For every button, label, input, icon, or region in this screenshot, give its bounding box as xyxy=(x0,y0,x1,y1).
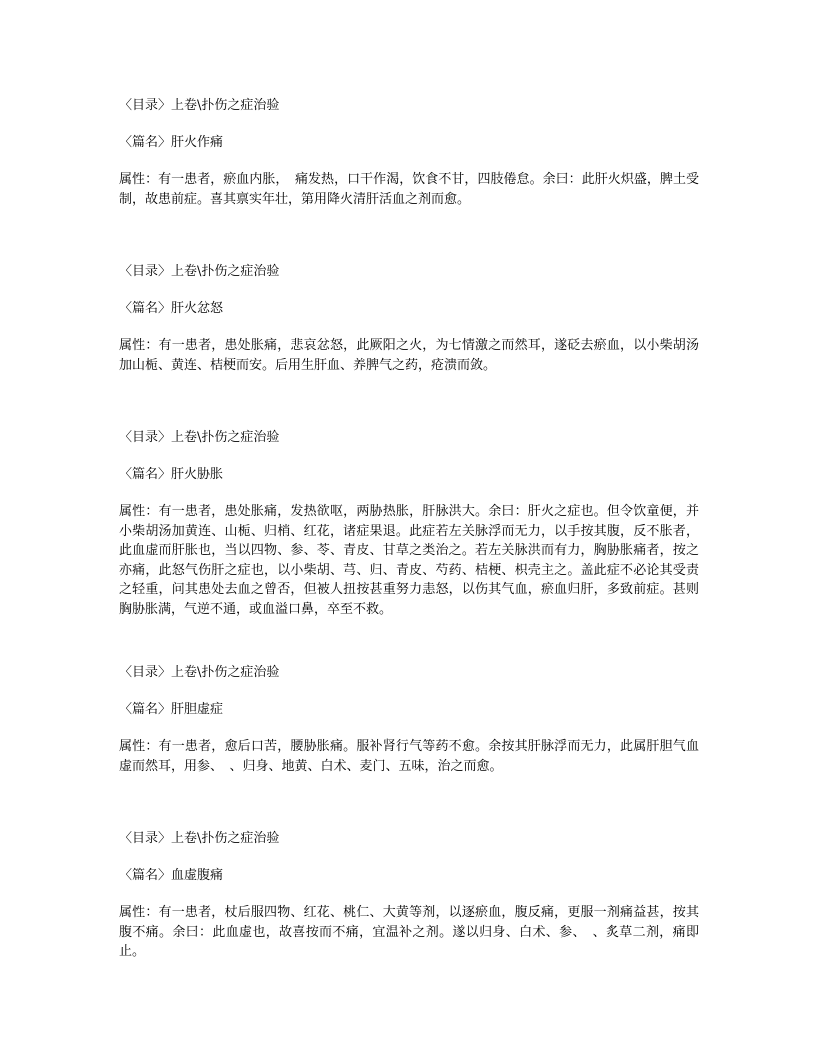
catalog-heading: 〈目录〉上卷\扑伤之症治验 xyxy=(119,831,280,846)
entry-body: 属性：有一患者，患处胀痛，发热欲呕，两胁热胀，肝脉洪大。余曰：肝火之症也。但令饮童便，并小柴胡汤加黄连、山栀、归梢、红花，诸症果退。此症若左关脉浮而无力，以手按其腹，反不胀者，此血虚而肝胀也，当以四物、参、苓、青皮、甘草之类治之。若左关脉洪而有力，胸胁胀痛者，按之亦痛，此怒气伤肝之症也，以小柴胡、芎、归、青皮、芍药、桔梗、枳壳主之。盖此症不必论其受责之轻重，问其患处去血之曾否，但被人扭按甚重努力恚怒，以伤其气血，瘀血归肝，多致前症。甚则胸胁胀满，气逆不通，或血溢口鼻，卒至不救。 xyxy=(119,504,699,617)
chapter-title: 〈篇名〉肝火胁胀 xyxy=(119,467,224,482)
chapter-title: 〈篇名〉肝火忿怒 xyxy=(119,301,224,316)
chapter-title: 〈篇名〉肝胆虚症 xyxy=(119,702,224,717)
entry-body: 属性：有一患者，瘀血内胀， 痛发热，口干作渴，饮食不甘，四肢倦怠。余曰：此肝火炽盛，脾土受制，故患前症。喜其禀实年壮，第用降火清肝活血之剂而愈。 xyxy=(119,172,699,207)
chapter-title: 〈篇名〉肝火作痛 xyxy=(119,135,224,150)
entry-body: 属性：有一患者，杖后服四物、红花、桃仁、大黄等剂，以逐瘀血，腹反痛，更服一剂痛益甚，按其腹不痛。余曰：此血虚也，故喜按而不痛，宜温补之剂。遂以归身、白术、参、 、炙草二剂，痛即止。 xyxy=(119,905,699,959)
catalog-heading: 〈目录〉上卷\扑伤之症治验 xyxy=(119,430,280,445)
entry-body: 属性：有一患者，患处胀痛，悲哀忿怒，此厥阳之火，为七情激之而然耳，遂砭去瘀血，以小柴胡汤加山栀、黄连、桔梗而安。后用生肝血、养脾气之药，疮溃而敛。 xyxy=(119,338,699,373)
entry-1 xyxy=(119,96,699,262)
catalog-heading: 〈目录〉上卷\扑伤之症治验 xyxy=(119,264,280,279)
entry-3 xyxy=(119,428,699,663)
entry-4 xyxy=(119,663,699,829)
chapter-title: 〈篇名〉血虚腹痛 xyxy=(119,868,224,883)
entry-5 xyxy=(119,829,699,995)
catalog-heading: 〈目录〉上卷\扑伤之症治验 xyxy=(119,665,280,680)
entry-2 xyxy=(119,262,699,428)
entry-body: 属性：有一患者，愈后口苦，腰胁胀痛。服补肾行气等药不愈。余按其肝脉浮而无力，此属肝胆气血虚而然耳，用参、 、归身、地黄、白术、麦门、五味，治之而愈。 xyxy=(119,739,699,774)
catalog-heading: 〈目录〉上卷\扑伤之症治验 xyxy=(119,98,280,113)
document-page xyxy=(119,96,699,995)
